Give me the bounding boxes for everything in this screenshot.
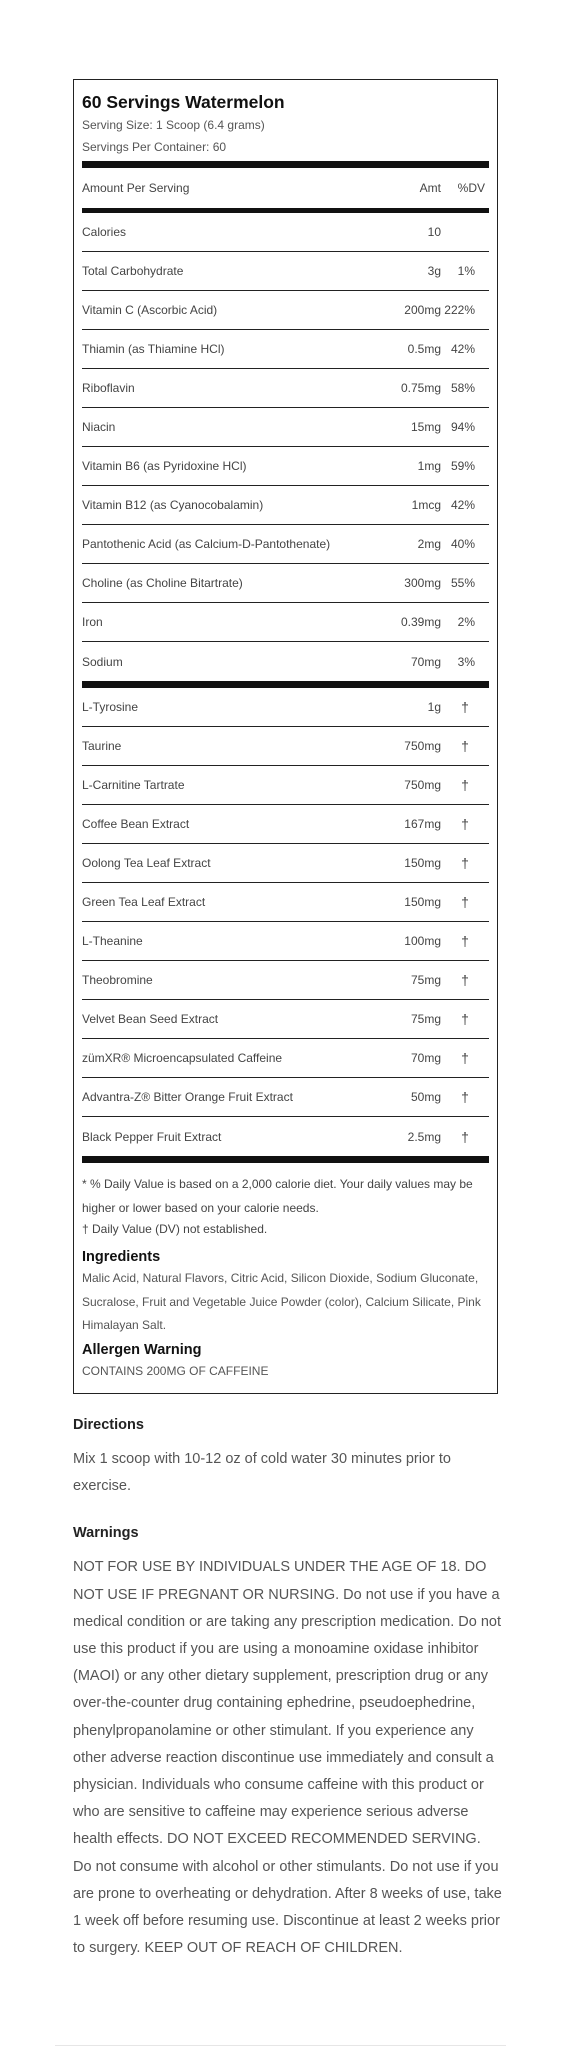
footnotes bbox=[82, 1163, 489, 1241]
nutrient-row bbox=[82, 408, 489, 447]
blend-amount: 1g bbox=[427, 700, 441, 714]
nutrient-daily-value: 1% bbox=[457, 264, 475, 278]
blend-row bbox=[82, 844, 489, 883]
nutrient-daily-value: 42% bbox=[450, 498, 475, 512]
bottom-divider bbox=[55, 2045, 506, 2046]
directions-text: Mix 1 scoop with 10-12 oz of cold water 30 minutes prior to exercise. bbox=[73, 1451, 451, 1495]
blend-row bbox=[82, 961, 489, 1000]
supplement-facts-panel bbox=[73, 79, 498, 1394]
nutrient-daily-value: 3% bbox=[457, 654, 475, 669]
nutrient-list bbox=[82, 213, 489, 681]
blend-row bbox=[82, 1039, 489, 1078]
blend-daily-value: † bbox=[461, 1050, 469, 1066]
blend-amount: 100mg bbox=[404, 934, 441, 948]
nutrient-name: Iron bbox=[82, 615, 103, 629]
blend-amount: 75mg bbox=[410, 1012, 441, 1026]
thick-divider bbox=[82, 681, 489, 688]
blend-amount: 2.5mg bbox=[407, 1129, 441, 1144]
blend-row bbox=[82, 727, 489, 766]
blend-amount: 750mg bbox=[404, 739, 441, 753]
blend-row bbox=[82, 883, 489, 922]
allergen-text: CONTAINS 200MG OF CAFFEINE bbox=[82, 1363, 269, 1378]
blend-daily-value: † bbox=[461, 933, 469, 949]
nutrient-row bbox=[82, 213, 489, 252]
blend-name: Taurine bbox=[82, 739, 122, 753]
nutrient-amount: 3g bbox=[427, 264, 441, 278]
nutrient-daily-value: 94% bbox=[450, 420, 475, 434]
nutrient-name: Pantothenic Acid (as Calcium-D-Pantothenate) bbox=[82, 537, 331, 551]
nutrient-amount: 1mg bbox=[417, 459, 441, 473]
blend-row bbox=[82, 1078, 489, 1117]
blend-name: Coffee Bean Extract bbox=[82, 817, 190, 831]
product-info bbox=[73, 1412, 503, 1962]
ingredients-heading: Ingredients bbox=[82, 1249, 161, 1265]
blend-amount: 167mg bbox=[404, 817, 441, 831]
blend-amount: 750mg bbox=[404, 778, 441, 792]
amount-per-serving-label: Amount Per Serving bbox=[82, 181, 190, 195]
footnote-daily-value: * % Daily Value is based on a 2,000 calorie diet. Your daily values may be higher or lower based on your calorie needs. bbox=[82, 1177, 473, 1215]
nutrient-row bbox=[82, 642, 489, 681]
blend-daily-value: † bbox=[461, 1011, 469, 1027]
nutrient-amount: 10 bbox=[427, 225, 441, 239]
nutrient-row bbox=[82, 486, 489, 525]
blend-name: L-Carnitine Tartrate bbox=[82, 778, 185, 792]
footnote-dagger: † Daily Value (DV) not established. bbox=[82, 1222, 268, 1236]
blend-daily-value: † bbox=[461, 894, 469, 910]
nutrient-amount: 70mg bbox=[410, 654, 441, 669]
blend-row bbox=[82, 1000, 489, 1039]
blend-name: zümXR® Microencapsulated Caffeine bbox=[82, 1051, 283, 1065]
nutrient-amount: 15mg bbox=[410, 420, 441, 434]
blend-daily-value: † bbox=[461, 1128, 469, 1145]
nutrient-amount: 2mg bbox=[417, 537, 441, 551]
servings-per-container: Servings Per Container: 60 bbox=[82, 140, 227, 154]
nutrient-row bbox=[82, 603, 489, 642]
allergen-heading: Allergen Warning bbox=[82, 1341, 202, 1358]
nutrient-daily-value: 58% bbox=[450, 381, 475, 395]
nutrient-daily-value: 42% bbox=[450, 342, 475, 356]
nutrient-row bbox=[82, 525, 489, 564]
blend-name: Black Pepper Fruit Extract bbox=[82, 1129, 222, 1144]
blend-daily-value: † bbox=[461, 855, 469, 871]
blend-name: Theobromine bbox=[82, 973, 153, 987]
nutrient-amount: 0.5mg bbox=[407, 342, 441, 356]
nutrient-name: Vitamin B6 (as Pyridoxine HCl) bbox=[82, 459, 247, 473]
ingredients-text: Malic Acid, Natural Flavors, Citric Acid, Silicon Dioxide, Sodium Gluconate, Sucralose, Fruit and Vegetable Juice Powder (color), Calcium Silicate, Pink Himalayan Salt. bbox=[82, 1271, 481, 1332]
nutrient-daily-value: 2% bbox=[457, 615, 475, 629]
nutrient-daily-value: 40% bbox=[450, 537, 475, 551]
blend-daily-value: † bbox=[461, 738, 469, 754]
nutrient-amount: 0.75mg bbox=[400, 381, 441, 395]
nutrient-daily-value: 55% bbox=[450, 576, 475, 590]
nutrient-row bbox=[82, 564, 489, 603]
blend-name: Green Tea Leaf Extract bbox=[82, 895, 206, 909]
blend-name: Oolong Tea Leaf Extract bbox=[82, 856, 211, 870]
nutrient-row bbox=[82, 291, 489, 330]
blend-name: Velvet Bean Seed Extract bbox=[82, 1012, 219, 1026]
nutrient-amount: 1mcg bbox=[411, 498, 441, 512]
blend-amount: 150mg bbox=[404, 856, 441, 870]
blend-row bbox=[82, 688, 489, 727]
blend-amount: 50mg bbox=[410, 1090, 441, 1104]
blend-daily-value: † bbox=[461, 777, 469, 793]
blend-row bbox=[82, 922, 489, 961]
blend-name: L-Theanine bbox=[82, 934, 143, 948]
nutrient-name: Vitamin C (Ascorbic Acid) bbox=[82, 303, 218, 317]
blend-daily-value: † bbox=[461, 699, 469, 715]
blend-row bbox=[82, 1117, 489, 1156]
nutrient-amount: 0.39mg bbox=[400, 615, 441, 629]
blend-row bbox=[82, 766, 489, 805]
product-title: 60 Servings Watermelon bbox=[82, 92, 285, 112]
nutrient-name: Riboflavin bbox=[82, 381, 135, 395]
nutrient-row bbox=[82, 369, 489, 408]
warnings-heading: Warnings bbox=[73, 1525, 139, 1542]
blend-daily-value: † bbox=[461, 972, 469, 988]
nutrient-name: Thiamin (as Thiamine HCl) bbox=[82, 342, 225, 356]
thick-divider bbox=[82, 1156, 489, 1163]
blend-daily-value: † bbox=[461, 816, 469, 832]
amt-column-label: Amt bbox=[419, 181, 441, 195]
thick-divider bbox=[82, 161, 489, 168]
directions-heading: Directions bbox=[73, 1417, 144, 1433]
blend-list bbox=[82, 688, 489, 1156]
nutrient-name: Choline (as Choline Bitartrate) bbox=[82, 576, 243, 590]
nutrient-daily-value: 222% bbox=[444, 303, 475, 317]
blend-row bbox=[82, 805, 489, 844]
blend-amount: 70mg bbox=[410, 1051, 441, 1065]
nutrient-name: Vitamin B12 (as Cyanocobalamin) bbox=[82, 498, 264, 512]
blend-daily-value: † bbox=[461, 1089, 469, 1105]
blend-amount: 75mg bbox=[410, 973, 441, 987]
facts-header-row bbox=[82, 168, 489, 208]
serving-size: Serving Size: 1 Scoop (6.4 grams) bbox=[82, 118, 265, 132]
blend-name: L-Tyrosine bbox=[82, 700, 139, 714]
blend-name: Advantra-Z® Bitter Orange Fruit Extract bbox=[82, 1090, 293, 1104]
nutrient-daily-value: 59% bbox=[450, 459, 475, 473]
nutrient-name: Total Carbohydrate bbox=[82, 264, 184, 278]
dv-column-label: %DV bbox=[457, 181, 485, 195]
blend-amount: 150mg bbox=[404, 895, 441, 909]
nutrient-name: Calories bbox=[82, 225, 127, 239]
nutrient-amount: 300mg bbox=[404, 576, 441, 590]
nutrient-row bbox=[82, 330, 489, 369]
nutrient-amount: 200mg bbox=[404, 303, 441, 317]
nutrient-row bbox=[82, 447, 489, 486]
nutrient-name: Sodium bbox=[82, 654, 123, 669]
nutrient-name: Niacin bbox=[82, 420, 116, 434]
warnings-text: NOT FOR USE BY INDIVIDUALS UNDER THE AGE OF 18. DO NOT USE IF PREGNANT OR NURSING. Do not use if you have a medical condition or are taking any prescription medication. Do not use this product if you are using a monoamine oxidase inhibitor (MAOI) or any other dietary supplement, prescription drug or any over-the-counter drug containing ephedrine, pseudoephedrine, phenylpropanolamine or other stimulant. If you experience any other adverse reaction discontinue use immediately and consult a physician. Individuals who consume caffeine with this product or who are sensitive to caffeine may experience serious adverse health effects. DO NOT EXCEED RECOMMENDED SERVING. Do not consume with alcohol or other stimulants. Do not use if you are prone to overheating or dehydration. After 8 weeks of use, take 1 week off before resuming use. Discontinue at least 2 weeks prior to surgery. KEEP OUT OF REACH OF CHILDREN. bbox=[73, 1559, 502, 1957]
nutrient-row bbox=[82, 252, 489, 291]
